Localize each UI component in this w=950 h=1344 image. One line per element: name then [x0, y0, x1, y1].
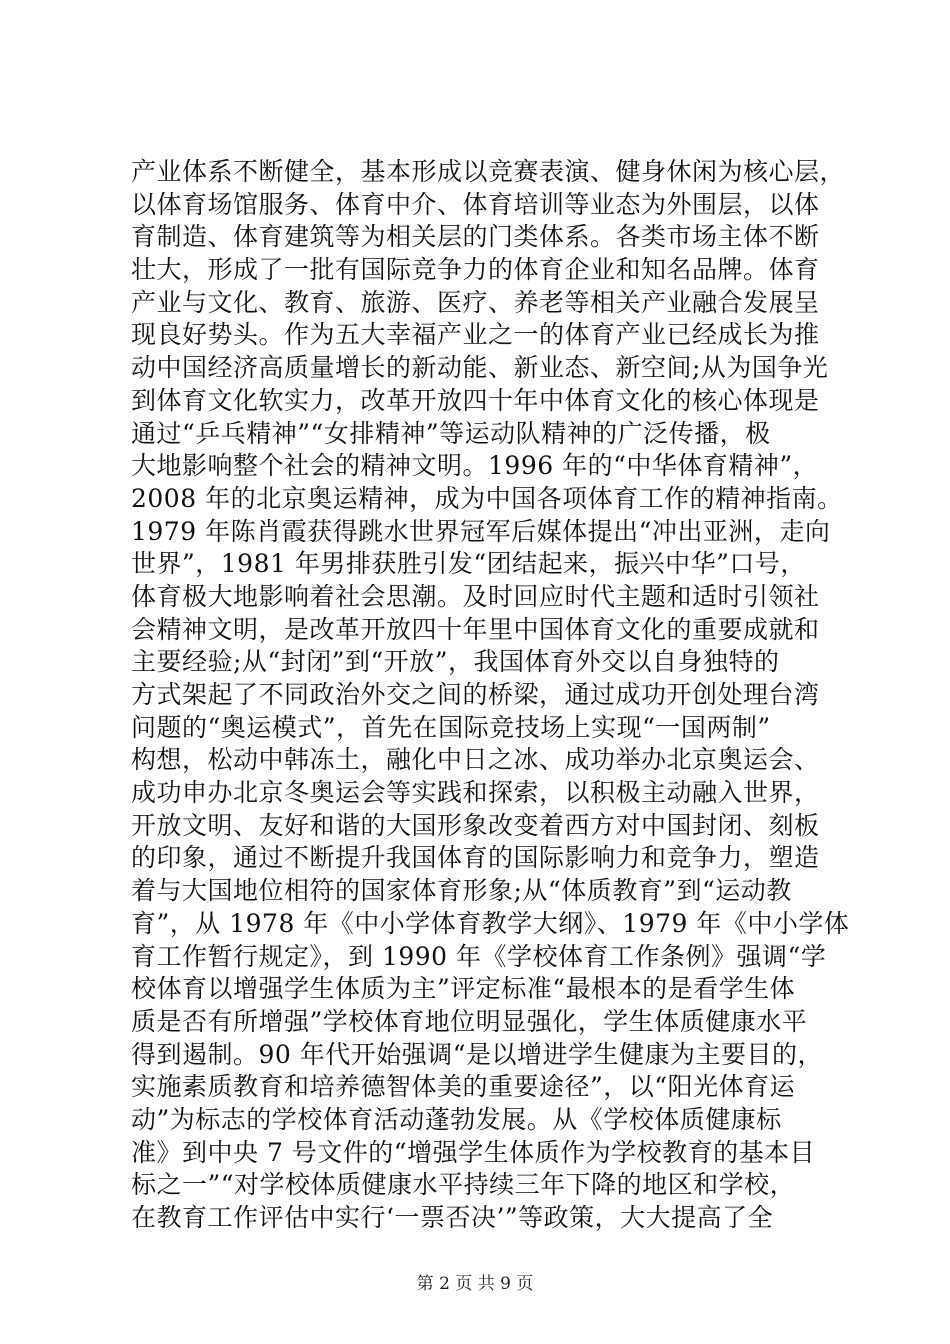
text-line: 通过“乒乓精神”“女排精神”等运动队精神的广泛传播，极	[131, 418, 771, 448]
text-line: 产业与文化、教育、旅游、医疗、养老等相关产业融合发展呈	[131, 287, 820, 317]
text-line: 的印象，通过不断提升我国体育的国际影响力和竞争力，塑造	[131, 843, 820, 873]
text-line: 在教育工作评估中实行‘一票否决’”等政策，大大提高了全	[131, 1203, 774, 1232]
text-line: 会精神文明，是改革开放四十年里中国体育文化的重要成就和	[131, 614, 820, 644]
text-line: 动”为标志的学校体育活动蓬勃发展。从《学校体质健康标	[131, 1104, 782, 1134]
text-line: 方式架起了不同政治外交之间的桥梁，通过成功开创处理台湾	[131, 680, 820, 709]
text-line: 世界”，1981 年男排获胜引发“团结起来，振兴中华”口号，	[131, 549, 806, 579]
text-line: 得到遏制。90 年代开始强调“是以增进学生健康为主要目的，	[131, 1039, 824, 1069]
text-line: 标之一”“对学校体质健康水平持续三年下降的地区和学校，	[131, 1170, 796, 1200]
text-line: 质是否有所增强”学校体育地位明显强化，学生体质健康水平	[131, 1006, 808, 1036]
text-line: 构想，松动中韩冻土，融化中日之冰、成功举办北京奥运会、	[131, 745, 820, 775]
text-line: 校体育以增强学生体质为主”评定标准“最根本的是看学生体	[131, 974, 796, 1004]
text-line: 准》到中央 7 号文件的“增强学生体质作为学校教育的基本目	[131, 1137, 816, 1167]
text-line: 1979 年陈肖霞获得跳水世界冠军后媒体提出“冲出亚洲，走向	[131, 516, 831, 546]
text-line: 动中国经济高质量增长的新动能、新业态、新空间;从为国争光	[131, 353, 829, 383]
text-line: 现良好势头。作为五大幸福产业之一的体育产业已经成长为推	[131, 320, 820, 350]
text-line: 大地影响整个社会的精神文明。1996 年的“中华体育精神”，	[131, 451, 819, 481]
text-line: 到体育文化软实力，改革开放四十年中体育文化的核心体现是	[131, 385, 820, 415]
text-line: 壮大，形成了一批有国际竞争力的体育企业和知名品牌。体育	[131, 255, 820, 285]
page-footer	[0, 1269, 950, 1294]
text-line: 育”，从 1978 年《中小学体育教学大纲》、1979 年《中小学体	[131, 908, 850, 938]
text-line: 主要经验;从“封闭”到“开放”，我国体育外交以自身独特的	[131, 647, 780, 677]
body-text	[131, 156, 850, 1235]
text-line: 产业体系不断健全，基本形成以竞赛表演、健身休闲为核心层，	[131, 157, 846, 186]
text-line: 育制造、体育建筑等为相关层的门类体系。各类市场主体不断	[131, 222, 820, 252]
text-line: 育工作暂行规定》，到 1990 年《学校体育工作条例》强调“学	[131, 941, 827, 971]
text-line: 实施素质教育和培养德智体美的重要途径”，以“阳光体育运	[131, 1072, 796, 1102]
page-number-label: 第 2 页 共 9 页	[416, 1274, 534, 1294]
text-line: 开放文明、友好和谐的大国形象改变着西方对中国封闭、刻板	[131, 810, 820, 840]
text-line: 体育极大地影响着社会思潮。及时回应时代主题和适时引领社	[131, 581, 820, 611]
text-line: 以体育场馆服务、体育中介、体育培训等业态为外围层，以体	[131, 189, 820, 219]
text-line: 问题的“奥运模式”，首先在国际竞技场上实现“一国两制”	[131, 712, 771, 742]
text-line: 2008 年的北京奥运精神，成为中国各项体育工作的精神指南。	[131, 483, 843, 513]
text-line: 着与大国地位相符的国家体育形象;从“体质教育”到“运动教	[131, 876, 792, 906]
text-line: 成功申办北京冬奥运会等实践和探索，以积极主动融入世界，	[131, 778, 820, 808]
